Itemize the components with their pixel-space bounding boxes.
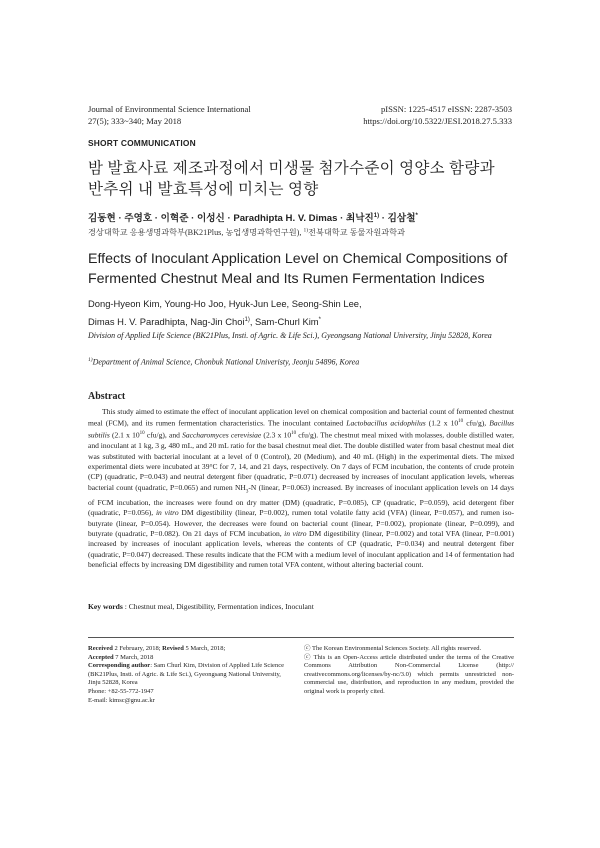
abstract-species: Bacillus subtilis xyxy=(88,418,514,440)
english-affiliation-2-text: Department of Animal Science, Chonbuk National Univeristy, Jeonju 54896, Korea xyxy=(92,357,360,367)
abstract-italic: in vitro xyxy=(155,508,179,518)
korean-authors-text: 김동현 · 주영호 · 이혁준 · 이성신 · Paradhipta H. V. Dimas · 최낙진 xyxy=(88,213,374,224)
english-authors-sup2: * xyxy=(318,317,321,323)
journal-issue: 27(5); 333~340; May 2018 xyxy=(88,115,182,126)
korean-affiliation xyxy=(88,227,405,238)
abstract-text: DM digestibility (linear, P=0.002) and total VFA (linear, P=0.001) increased by increases of inoculant application levels, whereas the contents of CP (quadratic, P=0.034) and neutral detergent fiber (quadratic, P=0.047) decreased. These results indicate that the FCM with a medium level of inoculant application and 14 of fermentation had beneficial effects by increasing DM digestibility and rumen total VFA content, without altering bacterial count. xyxy=(88,529,515,570)
journal-ids xyxy=(363,104,512,127)
dates-line xyxy=(88,645,288,654)
english-affiliation: Division of Applied Life Science (BK21Plus, Insti. of Agric. & Life Sci.), Gyeongsang National University, Jinju 52828, Korea xyxy=(88,331,492,340)
journal-name: Journal of Environmental Science International xyxy=(88,104,251,114)
english-authors-sup1: 1) xyxy=(244,317,250,323)
abstract-text: (1.2 x 10 xyxy=(425,418,459,428)
revised-date: 5 March, 2018; xyxy=(183,645,226,652)
abstract-italic: in vitro xyxy=(284,529,307,538)
license: ⓒ This is an Open-Access article distributed under the terms of the Creative Commons Attribution Non-Commercial License (http:// creativecommons.org/licenses/by-nc/3.0) which permits unrestricted non-commercial use, distribution, and reproduction in any medium, provided the original work is properly cited. xyxy=(304,653,514,695)
journal-info xyxy=(88,104,251,127)
footer-divider xyxy=(88,637,514,638)
abstract-text: (2.3 x 10 xyxy=(261,430,292,440)
section-label: SHORT COMMUNICATION xyxy=(88,138,196,148)
journal-doi[interactable]: https://doi.org/10.5322/JESI.2018.27.5.333 xyxy=(363,115,512,126)
corresponding-author xyxy=(88,662,288,688)
korean-title-line1: 밤 발효사료 제조과정에서 미생물 첨가수준이 영양소 함량과 xyxy=(88,160,495,177)
journal-issn: pISSN: 1225-4517 eISSN: 2287-3503 xyxy=(380,104,512,114)
footer-left xyxy=(88,645,288,705)
abstract-species: Lactobacillus acidophilus xyxy=(346,418,426,428)
revised-label: Revised xyxy=(162,645,184,652)
abstract-text: DM digestibility (linear, P=0.002), rumen total volatile fatty acid (VFA) (linear, P=0.057), and rumen iso-butyrate (linear, P=0.054). However, the decreases were found on bacterial count (linear, P=0.002), propionate (linear, P=0.099), and butyrate (quadratic, P=0.082). On 21 days of FCM incubation, xyxy=(88,508,514,538)
english-authors-line1: Dong-Hyeon Kim, Young-Ho Joo, Hyuk-Jun Lee, Seong-Shin Lee, xyxy=(88,298,362,309)
korean-authors-sup1: 1) xyxy=(373,212,380,219)
phone: Phone: +82-55-772-1947 xyxy=(88,687,154,695)
abstract-body xyxy=(88,407,514,571)
copyright: ⓒ The Korean Environmental Sciences Society. All rights reserved. xyxy=(304,645,482,652)
korean-affiliation-text: 경상대학교 응용생명과학부(BK21Plus, 농업생명과학연구원), xyxy=(88,228,304,237)
abstract-heading: Abstract xyxy=(88,391,126,402)
english-authors-line2-text: Dimas H. V. Paradhipta, Nag-Jin Choi xyxy=(88,316,245,328)
corresponding-text: : Sam Churl Kim, Division of Applied Life Science (BK21Plus, Insti. of Agric. & Life Sci.), Gyeongsang National University, Jinju 52828, Korea xyxy=(88,662,284,687)
korean-title-line2: 반추위 내 발효특성에 미치는 영향 xyxy=(88,181,319,198)
english-authors xyxy=(88,296,518,330)
korean-title xyxy=(88,158,518,200)
corresponding-label: Corresponding author xyxy=(88,662,151,670)
abstract-exponent: 10 xyxy=(139,431,145,437)
email[interactable]: E-mail: kimsc@gnu.ac.kr xyxy=(88,696,155,704)
english-authors-line2 xyxy=(88,312,518,330)
received-date: 2 February, 2018; xyxy=(112,645,163,652)
keywords-sep: : xyxy=(122,602,129,611)
accepted-date: 7 March, 2018 xyxy=(113,653,154,661)
abstract-text: (2.1 x 10 xyxy=(109,430,140,440)
abstract-text: cfu/g), and xyxy=(144,430,183,440)
abstract-exponent: 10 xyxy=(458,419,464,425)
english-title: Effects of Inoculant Application Level on Chemical Compositions of Fermented Chestnut Meal and Its Rumen Fermentation Indices xyxy=(88,251,508,287)
keywords-label: Key words xyxy=(88,602,123,611)
abstract-text: cfu/g). The chestnut meal mixed with molasses, double distilled water, and inoculant at 1 kg, 3 g, 480 mL, and 20 mL ratio for the basal chestnut meal diet. The double distilled water from basal chestnut meal diet was substituted with bacterial inoculant at a level of 0 (Control), 20 (Medium), and 40 mL (High) in the experimental diets. The mixed experimental diets were incubated at 39°C for 7, 14, and 21 days, respectively. On 7 days of FCM incubation, the contents of crude protein (CP) (quadratic, P=0.043) and neutral detergent fiber (quadratic, P=0.071) decreased by increases of inoculant application levels, whereas bacterial count (quadratic, P=0.065) and rumen NH xyxy=(88,430,514,492)
abstract-exponent: 10 xyxy=(291,431,297,437)
accepted-label: Accepted xyxy=(88,653,114,661)
english-affiliation-2-sup: 1) xyxy=(88,357,93,363)
korean-affiliation-sup: 1) xyxy=(303,227,309,234)
received-label: Received xyxy=(88,645,113,652)
abstract-text: This study aimed to estimate the effect of inoculant application level on chemical composition and bacterial count of fermented chestnut meal (FCM), and its rumen fermentation characteristics. The inoculant contained xyxy=(88,407,514,428)
keywords xyxy=(88,602,518,611)
footer-right xyxy=(304,645,514,697)
korean-authors-tail: · 김삼철 xyxy=(379,213,416,224)
accepted-line xyxy=(88,654,288,663)
korean-authors-sup2: * xyxy=(415,212,418,219)
english-authors-mid: , Sam-Churl Kim xyxy=(249,316,319,328)
korean-affiliation-tail: 전북대학교 동물자원과학과 xyxy=(308,228,406,237)
english-affiliation-2 xyxy=(88,357,528,367)
korean-authors xyxy=(88,210,418,224)
abstract-text: cfu/g), xyxy=(463,418,490,428)
abstract-text: -N (linear, P=0.063) increased. By increases of inoculant application levels on 14 days of FCM incubation, the increases were found on dry matter (DM) (quadratic, P=0.085), CP (quadratic, P=0.059), acid detergent fiber (quadratic, P=0.056), xyxy=(88,482,514,518)
keywords-text: Chestnut meal, Digestibility, Fermentation indices, Inoculant xyxy=(128,602,314,611)
abstract-species: Saccharomyces cerevisiae xyxy=(182,430,262,440)
abstract-subscript: 3 xyxy=(245,489,249,495)
